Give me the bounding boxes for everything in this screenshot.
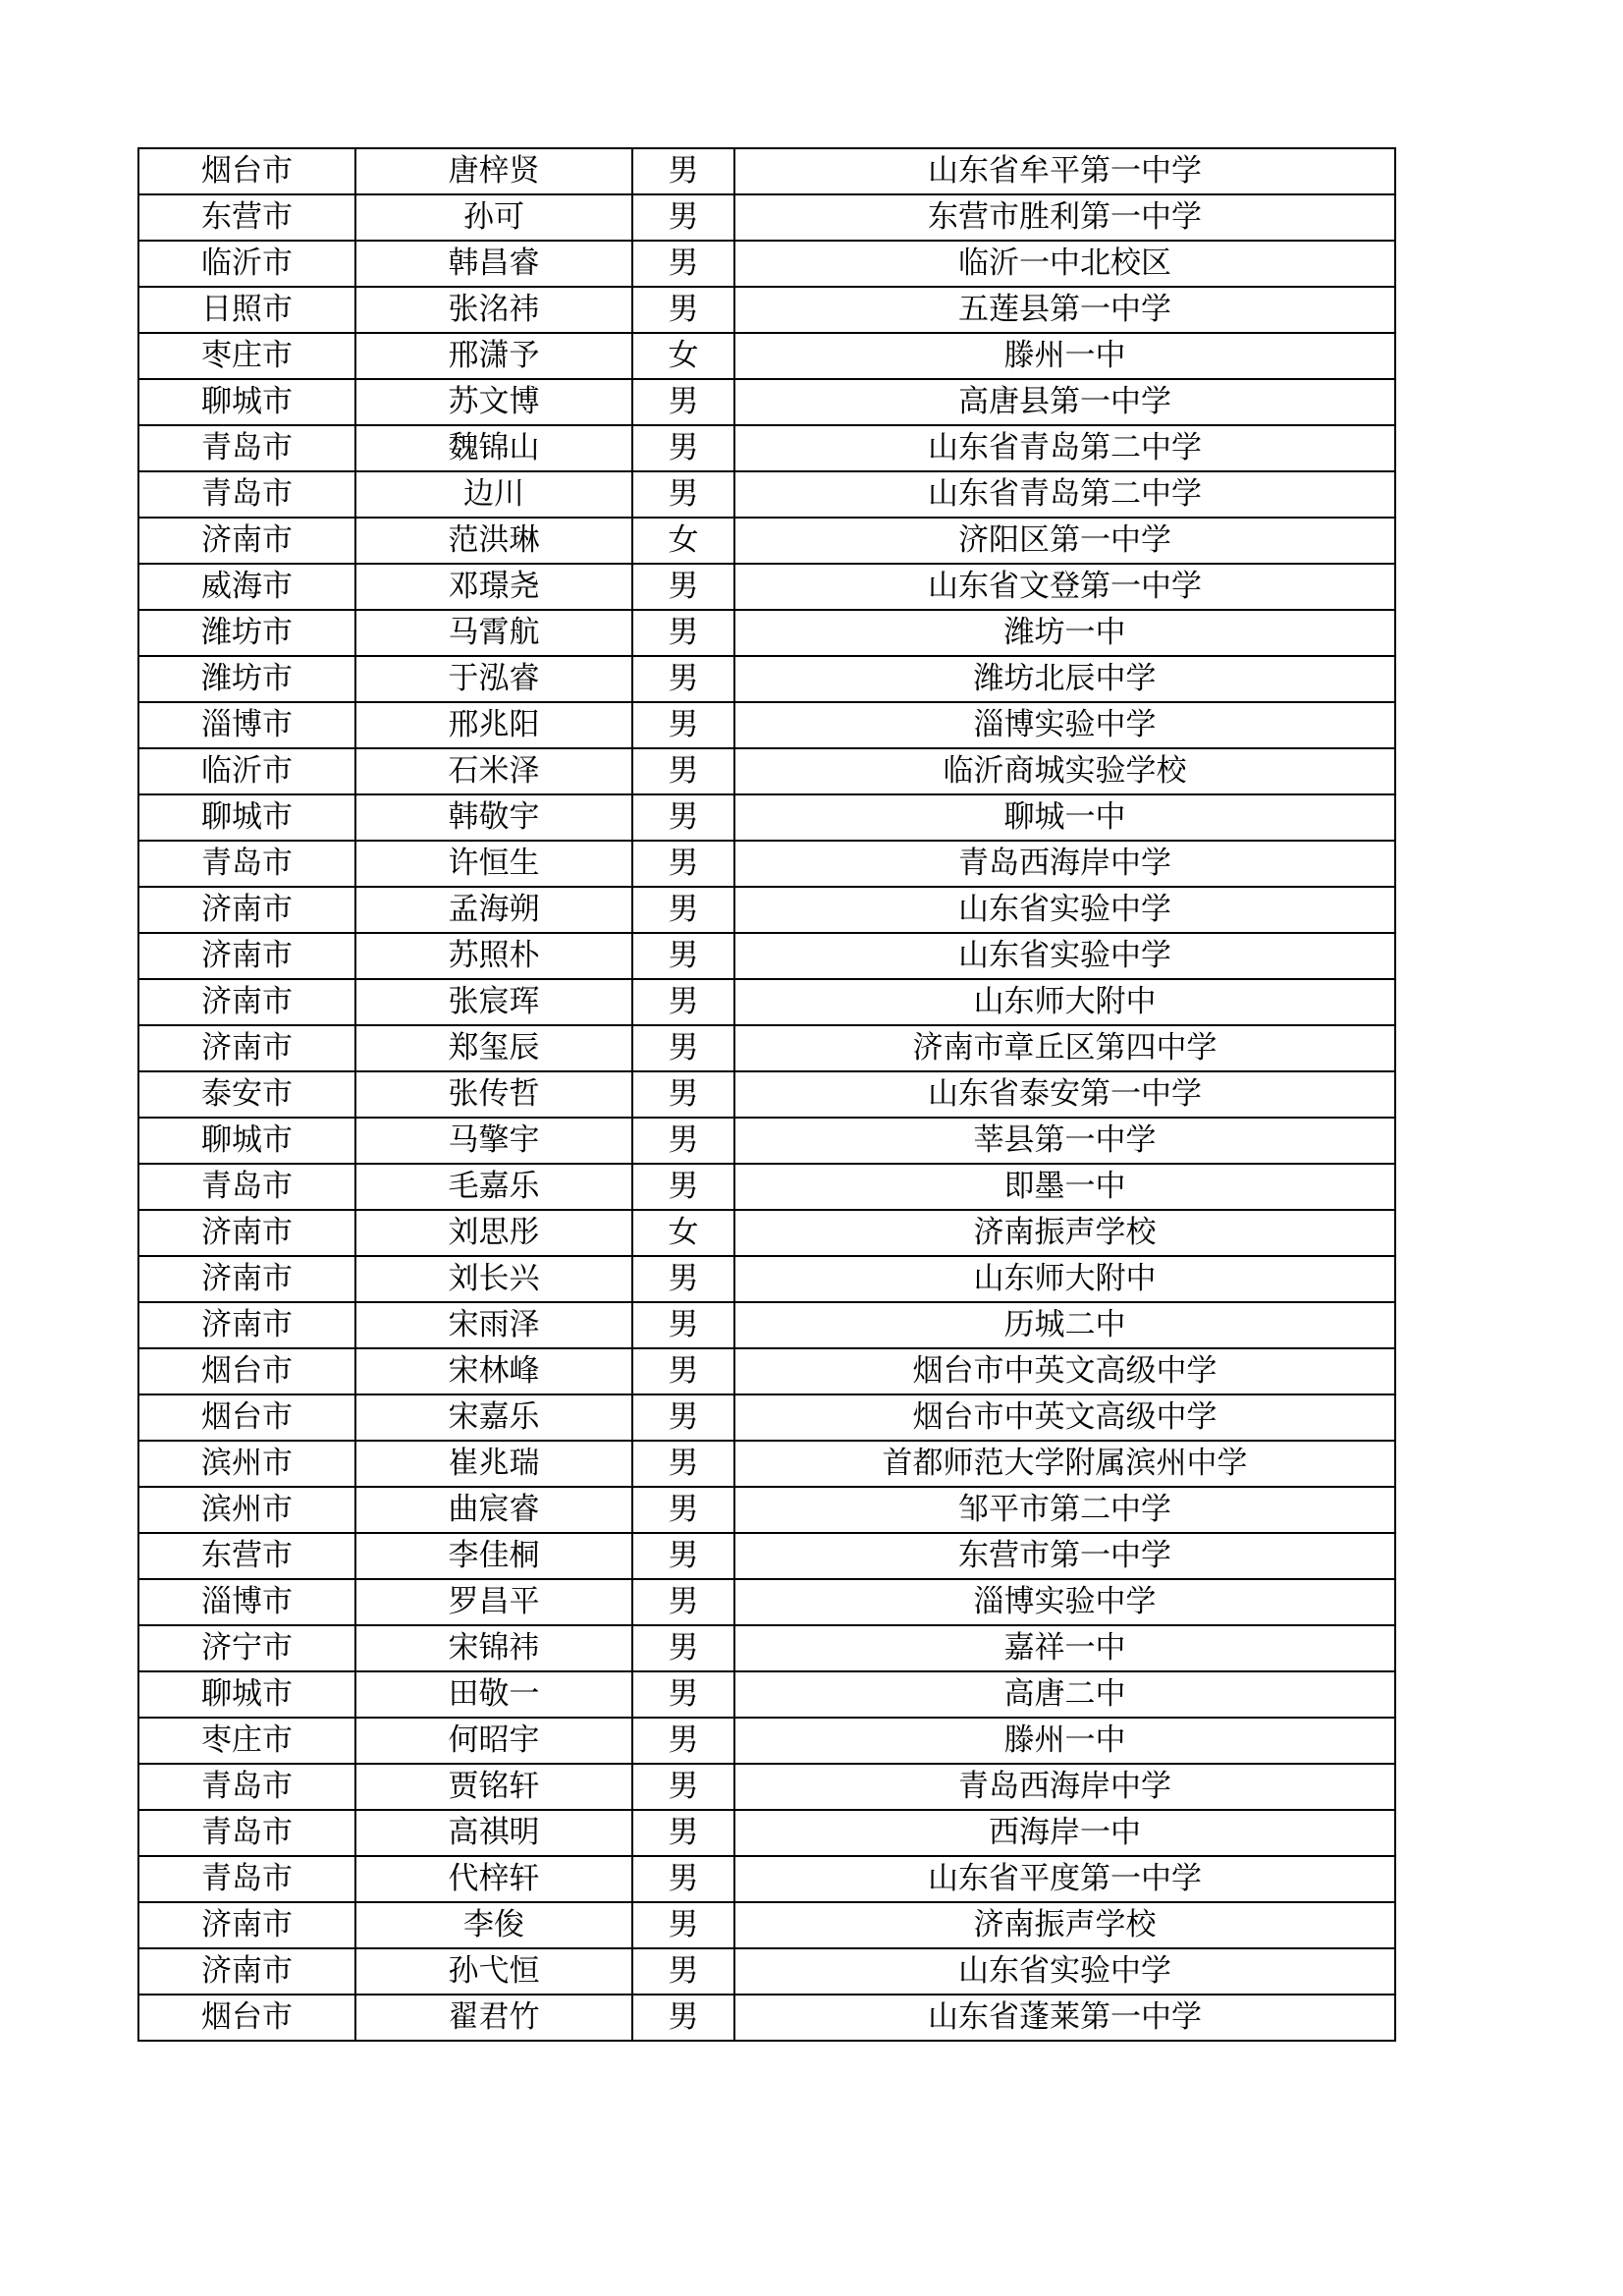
table-cell-name: 崔兆瑞 bbox=[355, 1441, 632, 1487]
table-row bbox=[138, 1948, 1395, 1995]
table-cell-school: 济南振声学校 bbox=[734, 1902, 1395, 1948]
table-cell-school: 五莲县第一中学 bbox=[734, 287, 1395, 333]
table-cell-name: 魏锦山 bbox=[355, 425, 632, 471]
table-row bbox=[138, 1902, 1395, 1948]
table-cell-gender: 男 bbox=[632, 425, 734, 471]
table-cell-school: 即墨一中 bbox=[734, 1164, 1395, 1210]
table-cell-name: 韩敬宇 bbox=[355, 794, 632, 841]
table-cell-gender: 男 bbox=[632, 1164, 734, 1210]
table-cell-city: 青岛市 bbox=[138, 425, 355, 471]
student-table-body bbox=[138, 148, 1395, 2041]
table-cell-school: 首都师范大学附属滨州中学 bbox=[734, 1441, 1395, 1487]
table-row bbox=[138, 1302, 1395, 1348]
table-row bbox=[138, 1995, 1395, 2041]
table-cell-school: 山东省青岛第二中学 bbox=[734, 471, 1395, 518]
table-cell-gender: 男 bbox=[632, 887, 734, 933]
table-row bbox=[138, 979, 1395, 1025]
table-cell-school: 潍坊一中 bbox=[734, 610, 1395, 656]
table-cell-city: 聊城市 bbox=[138, 1671, 355, 1718]
table-cell-name: 边川 bbox=[355, 471, 632, 518]
table-cell-name: 孟海朔 bbox=[355, 887, 632, 933]
table-cell-city: 枣庄市 bbox=[138, 1718, 355, 1764]
table-row bbox=[138, 748, 1395, 794]
table-cell-name: 曲宸睿 bbox=[355, 1487, 632, 1533]
table-cell-gender: 男 bbox=[632, 933, 734, 979]
table-cell-gender: 男 bbox=[632, 1856, 734, 1902]
table-cell-school: 莘县第一中学 bbox=[734, 1118, 1395, 1164]
table-cell-school: 山东省实验中学 bbox=[734, 1948, 1395, 1995]
table-cell-school: 济南市章丘区第四中学 bbox=[734, 1025, 1395, 1071]
table-row bbox=[138, 1856, 1395, 1902]
table-cell-gender: 男 bbox=[632, 148, 734, 194]
table-row bbox=[138, 1025, 1395, 1071]
table-row bbox=[138, 656, 1395, 702]
table-cell-city: 济南市 bbox=[138, 1948, 355, 1995]
table-cell-name: 刘思彤 bbox=[355, 1210, 632, 1256]
table-cell-gender: 男 bbox=[632, 1902, 734, 1948]
table-cell-school: 历城二中 bbox=[734, 1302, 1395, 1348]
table-cell-gender: 男 bbox=[632, 1718, 734, 1764]
table-cell-gender: 男 bbox=[632, 841, 734, 887]
table-cell-city: 威海市 bbox=[138, 564, 355, 610]
table-cell-school: 烟台市中英文高级中学 bbox=[734, 1348, 1395, 1394]
table-cell-gender: 男 bbox=[632, 1302, 734, 1348]
table-cell-name: 田敬一 bbox=[355, 1671, 632, 1718]
table-row bbox=[138, 287, 1395, 333]
table-cell-name: 孙可 bbox=[355, 194, 632, 241]
table-cell-name: 郑玺辰 bbox=[355, 1025, 632, 1071]
table-cell-name: 孙弋恒 bbox=[355, 1948, 632, 1995]
table-cell-school: 山东省平度第一中学 bbox=[734, 1856, 1395, 1902]
table-row bbox=[138, 379, 1395, 425]
table-cell-name: 宋雨泽 bbox=[355, 1302, 632, 1348]
table-cell-name: 李佳桐 bbox=[355, 1533, 632, 1579]
table-cell-city: 济南市 bbox=[138, 1025, 355, 1071]
table-cell-city: 临沂市 bbox=[138, 748, 355, 794]
table-cell-city: 青岛市 bbox=[138, 471, 355, 518]
table-cell-school: 高唐县第一中学 bbox=[734, 379, 1395, 425]
table-cell-city: 青岛市 bbox=[138, 1164, 355, 1210]
table-row bbox=[138, 1348, 1395, 1394]
table-row bbox=[138, 1718, 1395, 1764]
table-cell-city: 日照市 bbox=[138, 287, 355, 333]
table-cell-gender: 男 bbox=[632, 1118, 734, 1164]
table-cell-gender: 男 bbox=[632, 1348, 734, 1394]
table-cell-city: 青岛市 bbox=[138, 1810, 355, 1856]
table-cell-name: 张洺祎 bbox=[355, 287, 632, 333]
table-cell-name: 苏文博 bbox=[355, 379, 632, 425]
table-cell-gender: 男 bbox=[632, 241, 734, 287]
table-cell-city: 济南市 bbox=[138, 979, 355, 1025]
table-cell-school: 山东省蓬莱第一中学 bbox=[734, 1995, 1395, 2041]
table-cell-name: 何昭宇 bbox=[355, 1718, 632, 1764]
table-cell-school: 山东省文登第一中学 bbox=[734, 564, 1395, 610]
table-row bbox=[138, 933, 1395, 979]
table-cell-gender: 男 bbox=[632, 564, 734, 610]
table-cell-school: 聊城一中 bbox=[734, 794, 1395, 841]
table-cell-name: 邓璟尧 bbox=[355, 564, 632, 610]
table-cell-gender: 男 bbox=[632, 1948, 734, 1995]
table-row bbox=[138, 1210, 1395, 1256]
table-cell-gender: 男 bbox=[632, 1671, 734, 1718]
table-cell-gender: 男 bbox=[632, 979, 734, 1025]
table-cell-gender: 男 bbox=[632, 656, 734, 702]
table-cell-school: 山东省泰安第一中学 bbox=[734, 1071, 1395, 1118]
table-cell-city: 淄博市 bbox=[138, 1579, 355, 1625]
table-cell-name: 张传哲 bbox=[355, 1071, 632, 1118]
table-row bbox=[138, 1256, 1395, 1302]
table-row bbox=[138, 1394, 1395, 1441]
table-cell-name: 宋嘉乐 bbox=[355, 1394, 632, 1441]
table-row bbox=[138, 518, 1395, 564]
table-cell-name: 苏照朴 bbox=[355, 933, 632, 979]
table-cell-school: 滕州一中 bbox=[734, 1718, 1395, 1764]
table-cell-gender: 男 bbox=[632, 610, 734, 656]
table-cell-city: 聊城市 bbox=[138, 1118, 355, 1164]
table-cell-city: 滨州市 bbox=[138, 1487, 355, 1533]
table-cell-school: 高唐二中 bbox=[734, 1671, 1395, 1718]
table-cell-school: 山东师大附中 bbox=[734, 979, 1395, 1025]
table-row bbox=[138, 702, 1395, 748]
table-cell-gender: 女 bbox=[632, 518, 734, 564]
table-cell-school: 西海岸一中 bbox=[734, 1810, 1395, 1856]
table-cell-name: 宋林峰 bbox=[355, 1348, 632, 1394]
table-row bbox=[138, 241, 1395, 287]
table-cell-city: 聊城市 bbox=[138, 379, 355, 425]
table-cell-name: 石米泽 bbox=[355, 748, 632, 794]
student-table bbox=[137, 147, 1396, 2042]
table-cell-school: 潍坊北辰中学 bbox=[734, 656, 1395, 702]
table-cell-name: 范洪琳 bbox=[355, 518, 632, 564]
table-cell-gender: 男 bbox=[632, 471, 734, 518]
table-cell-city: 济南市 bbox=[138, 1256, 355, 1302]
table-row bbox=[138, 1625, 1395, 1671]
table-cell-city: 东营市 bbox=[138, 194, 355, 241]
table-row bbox=[138, 1671, 1395, 1718]
table-cell-school: 青岛西海岸中学 bbox=[734, 1764, 1395, 1810]
table-cell-name: 于泓睿 bbox=[355, 656, 632, 702]
table-cell-gender: 男 bbox=[632, 1394, 734, 1441]
table-cell-gender: 女 bbox=[632, 333, 734, 379]
table-cell-school: 东营市第一中学 bbox=[734, 1533, 1395, 1579]
table-cell-city: 东营市 bbox=[138, 1533, 355, 1579]
table-cell-name: 刘长兴 bbox=[355, 1256, 632, 1302]
table-row bbox=[138, 1118, 1395, 1164]
table-cell-name: 李俊 bbox=[355, 1902, 632, 1948]
table-cell-school: 嘉祥一中 bbox=[734, 1625, 1395, 1671]
table-row bbox=[138, 1164, 1395, 1210]
table-cell-gender: 男 bbox=[632, 1071, 734, 1118]
table-row bbox=[138, 471, 1395, 518]
table-cell-gender: 男 bbox=[632, 379, 734, 425]
table-cell-city: 滨州市 bbox=[138, 1441, 355, 1487]
table-cell-gender: 男 bbox=[632, 1579, 734, 1625]
table-cell-city: 济南市 bbox=[138, 518, 355, 564]
table-cell-school: 山东师大附中 bbox=[734, 1256, 1395, 1302]
table-cell-school: 山东省实验中学 bbox=[734, 887, 1395, 933]
table-row bbox=[138, 564, 1395, 610]
table-cell-city: 济南市 bbox=[138, 933, 355, 979]
table-cell-name: 许恒生 bbox=[355, 841, 632, 887]
table-row bbox=[138, 1764, 1395, 1810]
table-cell-name: 毛嘉乐 bbox=[355, 1164, 632, 1210]
table-cell-school: 东营市胜利第一中学 bbox=[734, 194, 1395, 241]
table-cell-gender: 男 bbox=[632, 1533, 734, 1579]
table-row bbox=[138, 610, 1395, 656]
table-cell-name: 宋锦祎 bbox=[355, 1625, 632, 1671]
table-row bbox=[138, 887, 1395, 933]
table-cell-gender: 女 bbox=[632, 1210, 734, 1256]
table-cell-school: 临沂一中北校区 bbox=[734, 241, 1395, 287]
table-cell-city: 济南市 bbox=[138, 1210, 355, 1256]
table-row bbox=[138, 425, 1395, 471]
table-cell-gender: 男 bbox=[632, 1025, 734, 1071]
table-cell-city: 青岛市 bbox=[138, 841, 355, 887]
table-cell-gender: 男 bbox=[632, 1625, 734, 1671]
table-cell-gender: 男 bbox=[632, 1256, 734, 1302]
table-cell-school: 淄博实验中学 bbox=[734, 1579, 1395, 1625]
table-cell-city: 济南市 bbox=[138, 1302, 355, 1348]
table-cell-city: 济南市 bbox=[138, 887, 355, 933]
table-cell-city: 烟台市 bbox=[138, 1995, 355, 2041]
table-row bbox=[138, 841, 1395, 887]
table-cell-city: 济南市 bbox=[138, 1902, 355, 1948]
table-cell-city: 烟台市 bbox=[138, 1394, 355, 1441]
table-cell-city: 枣庄市 bbox=[138, 333, 355, 379]
table-cell-school: 济阳区第一中学 bbox=[734, 518, 1395, 564]
table-row bbox=[138, 1071, 1395, 1118]
table-cell-school: 山东省青岛第二中学 bbox=[734, 425, 1395, 471]
table-cell-school: 淄博实验中学 bbox=[734, 702, 1395, 748]
table-cell-name: 翟君竹 bbox=[355, 1995, 632, 2041]
table-cell-name: 张宸珲 bbox=[355, 979, 632, 1025]
table-row bbox=[138, 1810, 1395, 1856]
table-cell-school: 青岛西海岸中学 bbox=[734, 841, 1395, 887]
table-row bbox=[138, 194, 1395, 241]
table-cell-city: 聊城市 bbox=[138, 794, 355, 841]
table-cell-gender: 男 bbox=[632, 702, 734, 748]
table-cell-name: 韩昌睿 bbox=[355, 241, 632, 287]
table-cell-gender: 男 bbox=[632, 1487, 734, 1533]
table-cell-city: 临沂市 bbox=[138, 241, 355, 287]
table-cell-city: 潍坊市 bbox=[138, 656, 355, 702]
table-cell-school: 烟台市中英文高级中学 bbox=[734, 1394, 1395, 1441]
table-cell-city: 泰安市 bbox=[138, 1071, 355, 1118]
table-cell-gender: 男 bbox=[632, 1995, 734, 2041]
table-cell-school: 山东省牟平第一中学 bbox=[734, 148, 1395, 194]
table-cell-name: 高祺明 bbox=[355, 1810, 632, 1856]
table-cell-gender: 男 bbox=[632, 194, 734, 241]
table-cell-gender: 男 bbox=[632, 1764, 734, 1810]
table-cell-school: 临沂商城实验学校 bbox=[734, 748, 1395, 794]
table-cell-name: 马霄航 bbox=[355, 610, 632, 656]
table-cell-name: 邢潇予 bbox=[355, 333, 632, 379]
table-cell-city: 烟台市 bbox=[138, 1348, 355, 1394]
table-cell-school: 邹平市第二中学 bbox=[734, 1487, 1395, 1533]
table-cell-school: 济南振声学校 bbox=[734, 1210, 1395, 1256]
table-cell-name: 代梓轩 bbox=[355, 1856, 632, 1902]
table-row bbox=[138, 1441, 1395, 1487]
table-cell-city: 青岛市 bbox=[138, 1764, 355, 1810]
table-row bbox=[138, 1487, 1395, 1533]
table-cell-school: 滕州一中 bbox=[734, 333, 1395, 379]
table-cell-city: 济宁市 bbox=[138, 1625, 355, 1671]
table-cell-city: 烟台市 bbox=[138, 148, 355, 194]
table-cell-gender: 男 bbox=[632, 1810, 734, 1856]
table-cell-city: 青岛市 bbox=[138, 1856, 355, 1902]
table-cell-name: 贾铭轩 bbox=[355, 1764, 632, 1810]
table-row bbox=[138, 333, 1395, 379]
table-cell-name: 邢兆阳 bbox=[355, 702, 632, 748]
table-row bbox=[138, 1533, 1395, 1579]
table-cell-gender: 男 bbox=[632, 1441, 734, 1487]
table-cell-name: 马擎宇 bbox=[355, 1118, 632, 1164]
table-cell-school: 山东省实验中学 bbox=[734, 933, 1395, 979]
table-row bbox=[138, 794, 1395, 841]
table-cell-city: 潍坊市 bbox=[138, 610, 355, 656]
table-cell-name: 唐梓贤 bbox=[355, 148, 632, 194]
table-cell-gender: 男 bbox=[632, 748, 734, 794]
table-cell-name: 罗昌平 bbox=[355, 1579, 632, 1625]
table-row bbox=[138, 148, 1395, 194]
table-cell-gender: 男 bbox=[632, 287, 734, 333]
table-cell-gender: 男 bbox=[632, 794, 734, 841]
table-cell-city: 淄博市 bbox=[138, 702, 355, 748]
table-row bbox=[138, 1579, 1395, 1625]
